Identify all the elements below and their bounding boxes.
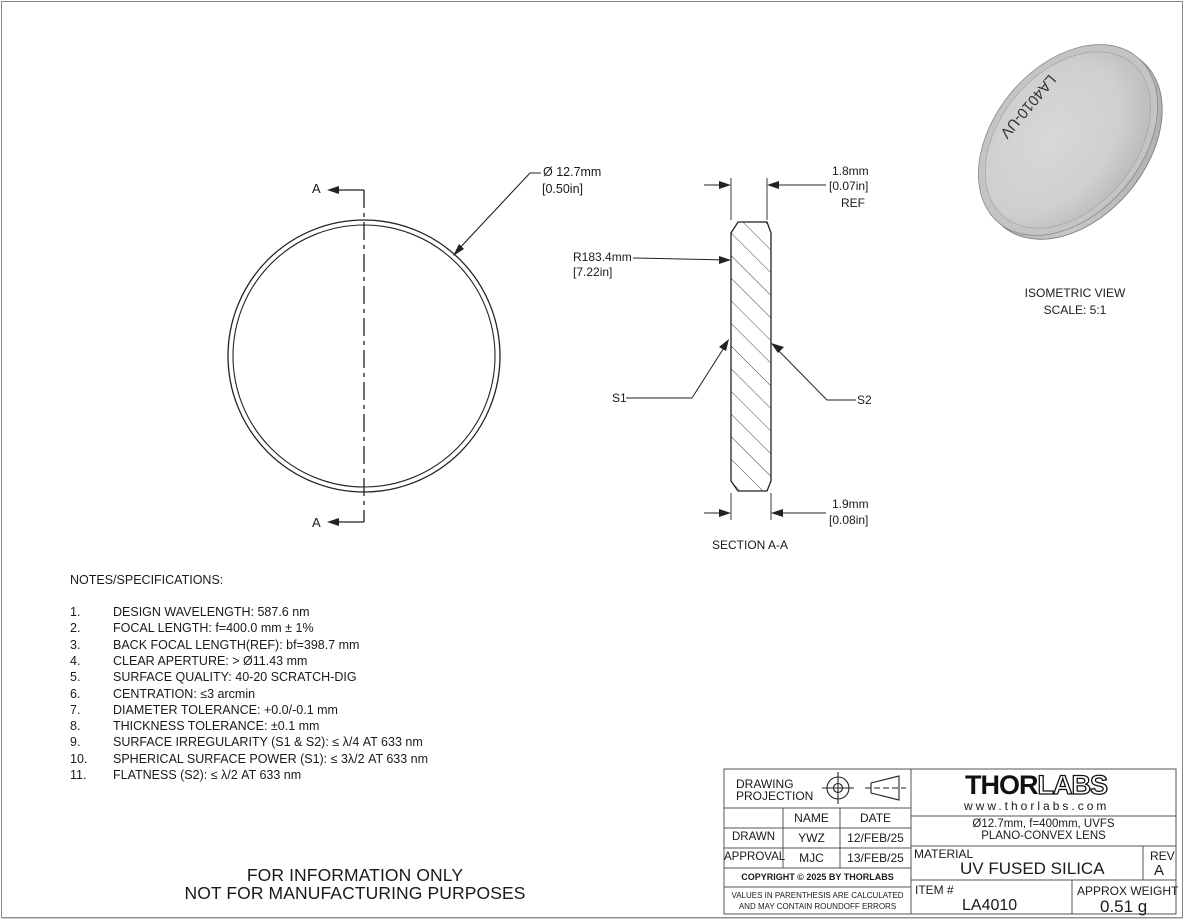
section-arrow-bottom [327, 518, 339, 526]
approval-date: 13/FEB/25 [847, 851, 904, 865]
projection-label-2: PROJECTION [736, 789, 814, 803]
note-number: 7. [70, 702, 81, 717]
material-label: MATERIAL [914, 847, 974, 861]
section-arrow-top [327, 186, 339, 194]
isometric-caption: ISOMETRIC VIEW [1024, 286, 1126, 300]
disclaimer [150, 867, 560, 903]
values-note-2: AND MAY CONTAIN ROUNDOFF ERRORS [738, 902, 897, 911]
approval-name: MJC [799, 851, 824, 865]
thickness-bottom-in-label: [0.08in] [829, 513, 869, 527]
lens-section [731, 222, 771, 491]
isometric-scale: SCALE: 5:1 [1043, 303, 1107, 317]
weight-value: 0.51 g [1100, 897, 1148, 916]
item-label: ITEM # [915, 883, 954, 897]
diameter-leader [456, 173, 541, 252]
note-number: 4. [70, 653, 81, 668]
description-line-2: PLANO-CONVEX LENS [981, 830, 1106, 842]
logo-part-2: LABS [1037, 770, 1107, 800]
note-number: 5. [70, 670, 81, 685]
thickness-bottom-mm-label: 1.9mm [832, 497, 869, 511]
approval-label: APPROVAL [724, 851, 786, 863]
note-text: DIAMETER TOLERANCE: +0.0/-0.1 mm [113, 702, 338, 717]
disclaimer-line-2: NOT FOR MANUFACTURING PURPOSES [184, 882, 526, 903]
material-value: UV FUSED SILICA [960, 859, 1105, 878]
item-value: LA4010 [962, 897, 1018, 914]
drawn-label: DRAWN [731, 831, 775, 843]
section-view [626, 178, 856, 520]
note-text: DESIGN WAVELENGTH: 587.6 nm [113, 605, 310, 619]
note-number: 8. [70, 719, 81, 734]
section-caption: SECTION A-A [712, 538, 789, 552]
thickness-top-ref-label: REF [841, 196, 865, 210]
note-text: FOCAL LENGTH: f=400.0 mm ± 1% [113, 621, 314, 636]
description-line-1: Ø12.7mm, f=400mm, UVFS [972, 818, 1115, 830]
surface-s2-label: S2 [857, 393, 872, 407]
rev-label: REV [1150, 849, 1175, 863]
logo-part-1: THOR [965, 770, 1038, 800]
copyright-text: COPYRIGHT © 2025 BY THORLABS [741, 872, 894, 882]
thickness-top-in-label: [0.07in] [829, 179, 869, 193]
drawn-name: YWZ [798, 831, 825, 845]
radius-mm-label: R183.4mm [573, 250, 632, 264]
front-view [228, 173, 541, 526]
weight-label: APPROX WEIGHT [1077, 884, 1179, 898]
note-number: 2. [70, 621, 81, 636]
note-text: FLATNESS (S2): ≤ λ/2 AT 633 nm [113, 768, 302, 782]
surface-s1-label: S1 [612, 391, 627, 405]
isometric-lens-picture [942, 10, 1185, 274]
projection-label-1: DRAWING [736, 777, 794, 791]
note-number: 10. [70, 751, 88, 766]
note-number: 11. [70, 768, 87, 782]
note-text: THICKNESS TOLERANCE: ±0.1 mm [113, 719, 320, 734]
rev-value: A [1154, 862, 1165, 879]
diameter-in-label: [0.50in] [542, 182, 584, 196]
note-number: 9. [70, 735, 81, 750]
drawn-date: 12/FEB/25 [847, 831, 904, 845]
third-angle-projection-icon [822, 772, 906, 804]
note-number: 6. [70, 686, 81, 701]
note-text: SURFACE IRREGULARITY (S1 & S2): ≤ λ/4 AT 633 nm [113, 735, 423, 750]
lens-engraving: LA4010-UV [996, 71, 1060, 142]
note-number: 1. [70, 605, 81, 619]
radius-in-label: [7.22in] [573, 265, 613, 279]
note-number: 3. [70, 637, 81, 652]
diameter-mm-label: Ø 12.7mm [543, 165, 602, 179]
disclaimer-line-1: FOR INFORMATION ONLY [246, 865, 464, 885]
note-text: SURFACE QUALITY: 40-20 SCRATCH-DIG [113, 670, 357, 685]
section-marker-bottom: A [312, 515, 321, 530]
note-text: CENTRATION: ≤3 arcmin [113, 686, 256, 701]
note-text: SPHERICAL SURFACE POWER (S1): ≤ 3λ/2 AT 633 nm [113, 751, 429, 766]
column-name-header: NAME [794, 811, 829, 825]
thorlabs-logo [965, 772, 1107, 799]
note-text: CLEAR APERTURE: > Ø11.43 mm [113, 653, 308, 668]
note-text: BACK FOCAL LENGTH(REF): bf=398.7 mm [113, 637, 360, 652]
website-text: www.thorlabs.com [964, 799, 1110, 813]
column-date-header: DATE [859, 811, 892, 825]
values-note-1: VALUES IN PARENTHESIS ARE CALCULATED [731, 891, 904, 900]
notes-title: NOTES/SPECIFICATIONS: [70, 573, 224, 587]
thickness-top-mm-label: 1.8mm [832, 164, 869, 178]
section-marker-top: A [312, 181, 321, 196]
